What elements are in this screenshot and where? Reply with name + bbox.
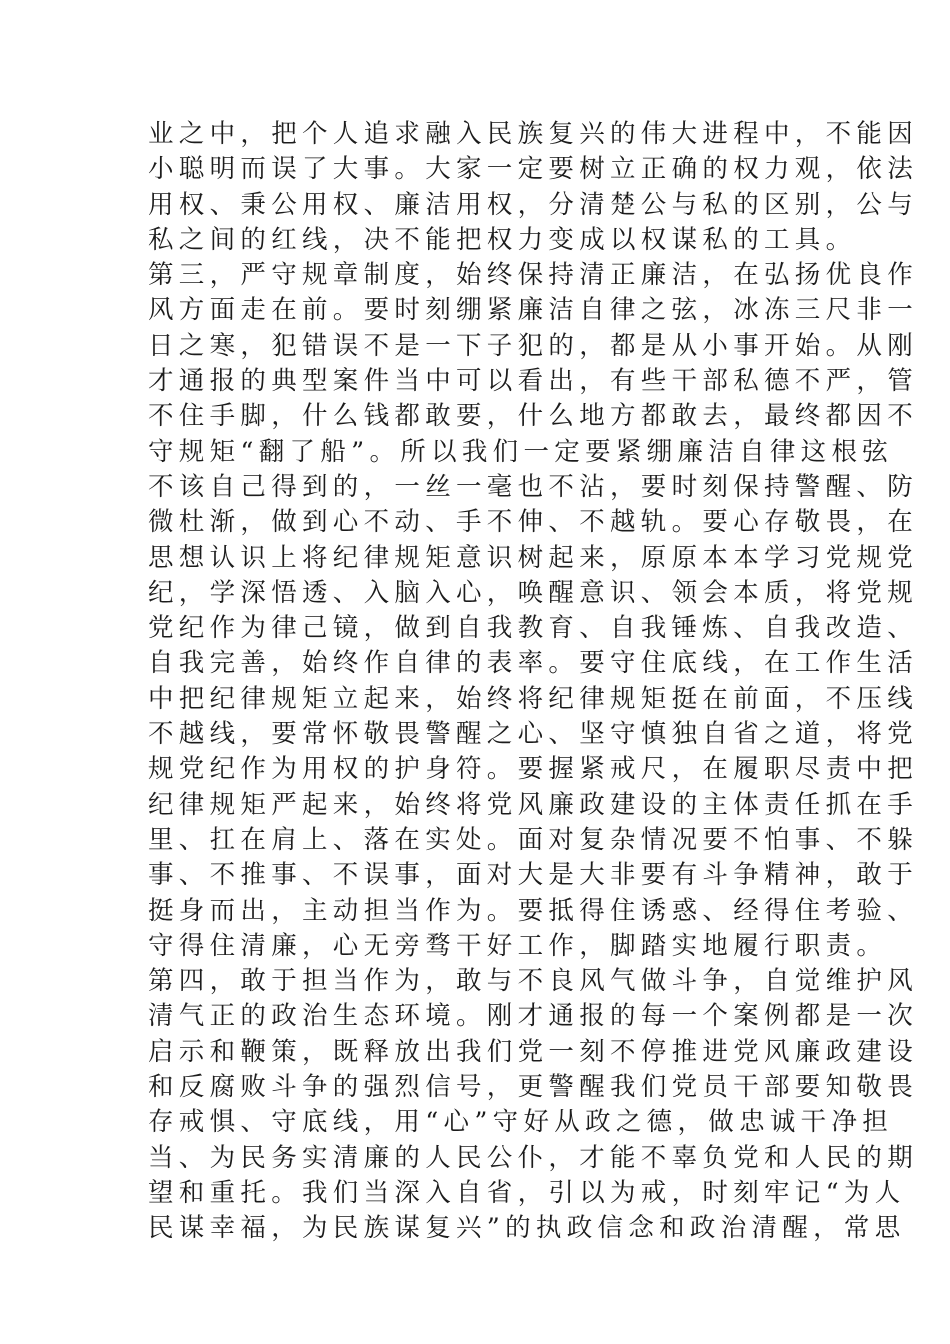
text-line: 日之寒，犯错误不是一下子犯的，都是从小事开始。从刚 <box>148 330 919 361</box>
paragraph-start-line: 第三，严守规章制度，始终保持清正廉洁，在弘扬优良作 <box>148 260 919 291</box>
text-line: 自我完善，始终作自律的表率。要守住底线，在工作生活 <box>148 648 919 679</box>
body-text <box>148 117 919 1247</box>
paragraph-start-line: 第四，敢于担当作为，敢与不良风气做斗争，自觉维护风 <box>148 966 919 997</box>
text-line: 用权、秉公用权、廉洁用权，分清楚公与私的区别，公与 <box>148 189 919 220</box>
text-line: 党纪作为律己镜，做到自我教育、自我锤炼、自我改造、 <box>148 613 919 644</box>
text-line: 才通报的典型案件当中可以看出，有些干部私德不严，管 <box>148 366 919 397</box>
text-line: 思想认识上将纪律规矩意识树起来，原原本本学习党规党 <box>148 542 919 573</box>
text-line: 规党纪作为用权的护身符。要握紧戒尺，在履职尽责中把 <box>148 754 919 785</box>
text-line: 不住手脚，什么钱都敢要，什么地方都敢去，最终都因不 <box>148 401 919 432</box>
text-line: 里、扛在肩上、落在实处。面对复杂情况要不怕事、不躲 <box>148 824 919 855</box>
text-line: 微杜渐，做到心不动、手不伸、不越轨。要心存敬畏，在 <box>148 507 919 538</box>
text-line: 纪，学深悟透、入脑入心，唤醒意识、领会本质，将党规 <box>148 577 919 608</box>
text-line: 不越线，要常怀敬畏警醒之心、坚守慎独自省之道，将党 <box>148 719 919 750</box>
text-line: 挺身而出，主动担当作为。要抵得住诱惑、经得住考验、 <box>148 895 919 926</box>
text-line: 守规矩“翻了船”。所以我们一定要紧绷廉洁自律这根弦 <box>148 436 894 467</box>
text-line: 民谋幸福，为民族谋复兴”的执政信念和政治清醒，常思 <box>148 1213 906 1244</box>
text-line: 望和重托。我们当深入自省，引以为戒，时刻牢记“为人 <box>148 1177 906 1208</box>
text-line: 小聪明而误了大事。大家一定要树立正确的权力观，依法 <box>148 154 919 185</box>
text-line: 事、不推事、不误事，面对大是大非要有斗争精神，敢于 <box>148 860 919 891</box>
text-line: 守得住清廉，心无旁骛干好工作，脚踏实地履行职责。 <box>148 930 888 961</box>
text-line: 私之间的红线，决不能把权力变成以权谋私的工具。 <box>148 224 857 255</box>
text-line: 风方面走在前。要时刻绷紧廉洁自律之弦，冰冻三尺非一 <box>148 295 919 326</box>
text-line: 纪律规矩严起来，始终将党风廉政建设的主体责任抓在手 <box>148 789 919 820</box>
text-line: 当、为民务实清廉的人民公仆，才能不辜负党和人民的期 <box>148 1142 919 1173</box>
text-line: 和反腐败斗争的强烈信号，更警醒我们党员干部要知敬畏 <box>148 1072 919 1103</box>
text-line: 启示和鞭策，既释放出我们党一刻不停推进党风廉政建设 <box>148 1036 919 1067</box>
text-line: 不该自己得到的，一丝一毫也不沾，要时刻保持警醒、防 <box>148 471 919 502</box>
text-line: 业之中，把个人追求融入民族复兴的伟大进程中，不能因 <box>148 119 919 149</box>
text-line: 清气正的政治生态环境。刚才通报的每一个案例都是一次 <box>148 1001 919 1032</box>
text-line: 中把纪律规矩立起来，始终将纪律规矩挺在前面，不压线 <box>148 683 919 714</box>
text-line: 存戒惧、守底线，用“心”守好从政之德，做忠诚干净担 <box>148 1107 894 1138</box>
